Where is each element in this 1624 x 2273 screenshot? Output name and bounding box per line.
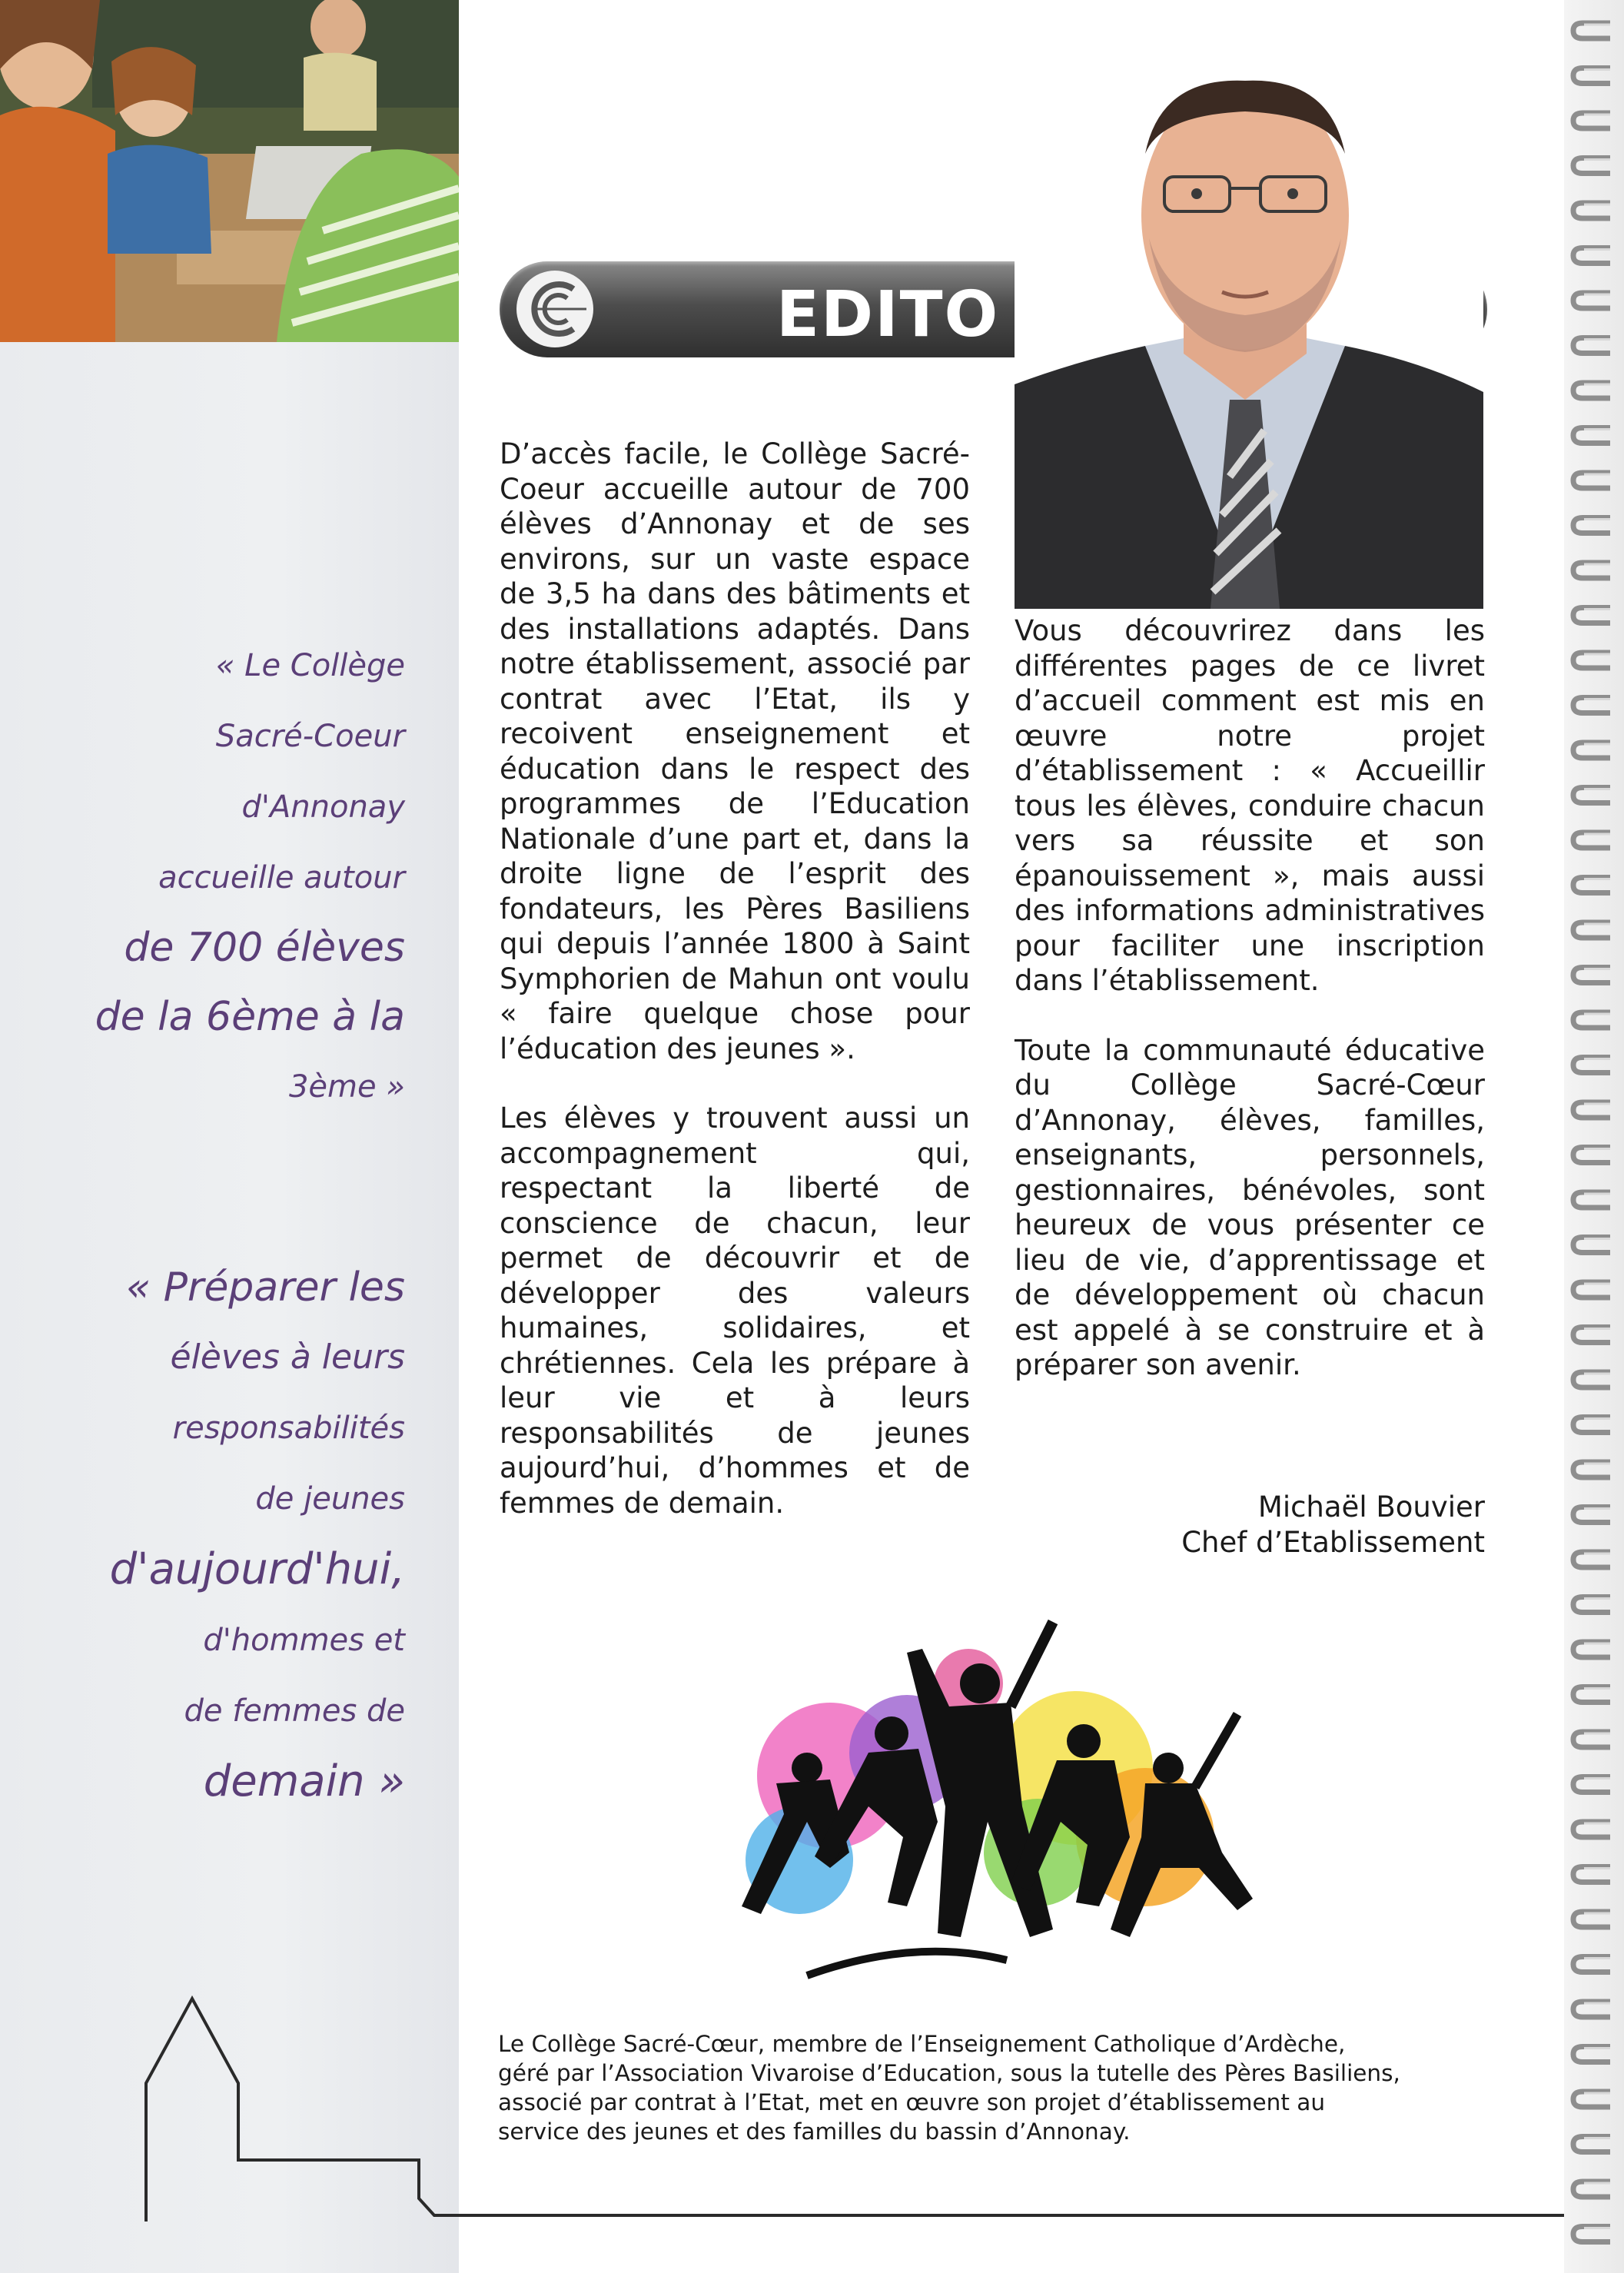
paragraph: D’accès facile, le Collège Sacré-Coeur accueille autour de 700 élèves d’Annonay et de ses environs, sur un vaste espace de 3,5 ha dans des bâtiments et des installations adaptés. Dans notre établissement, associé par contrat avec l’Etat, ils y recoivent enseignement et éducation dans le respect des programmes de l’Education Nationale d’une part et, dans la droite ligne de l’esprit des fondateurs, les Pères Basiliens qui depuis l’année 1800 à Saint Symphorien de Mahun ont voulu « faire quelque chose pour l’éducation des jeunes ».	[500, 437, 970, 1065]
pull-quote-1	[5, 630, 405, 1122]
quote-line: Sacré-Coeur	[215, 719, 405, 754]
paragraph: Vous découvrirez dans les différentes pages de ce livret d’accueil comment est mis en œuvre notre projet d’établissement : « Accueillir tous les élèves, conduire chacun vers sa réussite et son épanouissement », mais aussi des informations administratives pour faciliter une inscription dans l’établissement.	[1015, 614, 1485, 997]
signature	[1015, 1490, 1485, 1560]
quote-line: 3ème »	[288, 1069, 405, 1105]
quote-line: de femmes de	[184, 1693, 405, 1729]
pull-quote-2	[0, 1253, 405, 1817]
signature-name: Michaël Bouvier	[1257, 1490, 1485, 1524]
quote-line: accueille autour	[158, 860, 405, 896]
classroom-photo	[0, 0, 459, 342]
quote-line: de la 6ème à la	[95, 994, 405, 1040]
quote-line: d'aujourd'hui,	[109, 1544, 405, 1594]
quote-line: de 700 élèves	[124, 925, 405, 971]
footer-line: associé par contrat à l’Etat, met en œuvre son projet d’établissement au	[498, 2089, 1326, 2115]
portrait-illustration	[1015, 61, 1483, 609]
paragraph: Toute la communauté éducative du Collège Sacré-Cœur d’Annonay, élèves, familles, enseignants, personnels, gestionnaires, bénévoles, sont heureux de vous présenter ce lieu de vie, d’apprentissage et de développement où chacun est appelé à se construire et à préparer son avenir.	[1015, 1033, 1485, 1381]
page-title: EDITO	[776, 278, 1000, 351]
footer-line: service des jeunes et des familles du bassin d’Annonay.	[498, 2118, 1131, 2145]
article-column-right	[1015, 613, 1485, 1417]
quote-line: « Préparer les	[125, 1264, 405, 1311]
footer-line: Le Collège Sacré-Cœur, membre de l’Enseignement Catholique d’Ardèche,	[498, 2031, 1346, 2057]
quote-line: demain »	[203, 1756, 405, 1806]
footer-note	[498, 2029, 1474, 2146]
quote-line: d'Annonay	[241, 789, 405, 825]
logo-mark-icon	[513, 268, 596, 351]
portrait-photo	[1015, 61, 1483, 609]
quote-line: élèves à leurs	[170, 1338, 405, 1377]
signature-role: Chef d’Etablissement	[1181, 1525, 1485, 1559]
article-column-left	[500, 437, 970, 1555]
quote-line: responsabilités	[172, 1411, 405, 1446]
jumping-silhouettes-illustration	[715, 1576, 1268, 2006]
sidebar	[0, 0, 459, 2273]
classroom-illustration	[0, 0, 459, 342]
spiral-binding-icon	[1556, 0, 1624, 2273]
quote-line: d'hommes et	[203, 1623, 405, 1658]
footer-line: géré par l’Association Vivaroise d’Education, sous la tutelle des Pères Basiliens,	[498, 2060, 1400, 2086]
paragraph: Les élèves y trouvent aussi un accompagnement qui, respectant la liberté de conscience de chacun, leur permet de découvrir et de développer des valeurs humaines, solidaires, et chrétiennes. Cela les prépare à leur vie et à leurs responsabilités de jeunes aujourd’hui, d’hommes et de femmes de demain.	[500, 1102, 970, 1520]
quote-line: « Le Collège	[215, 648, 405, 683]
quote-line: de jeunes	[255, 1481, 405, 1517]
